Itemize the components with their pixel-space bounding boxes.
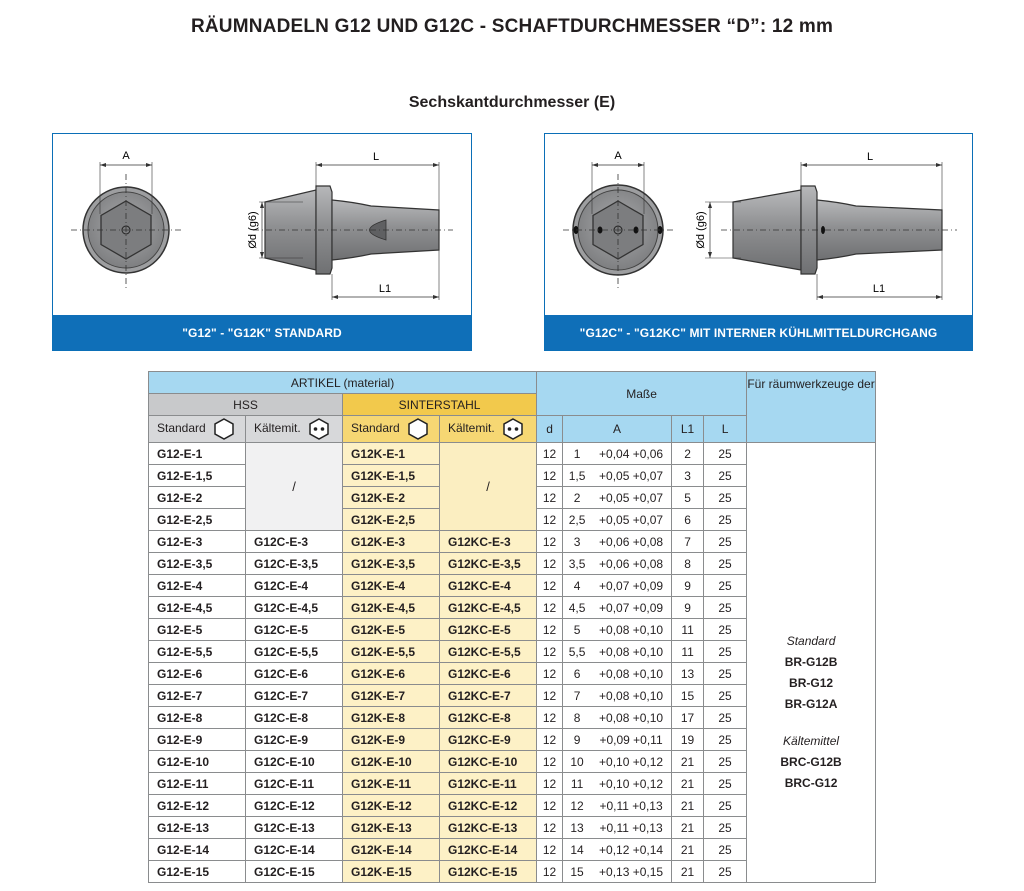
header-sint-kaelte — [440, 416, 537, 443]
cell-a-value: 5 — [573, 622, 581, 637]
cell-sint-standard: G12K-E-1 — [343, 443, 440, 465]
broach-drawing-standard — [53, 134, 473, 316]
cell-a — [563, 817, 672, 839]
cell-l1: 21 — [672, 795, 704, 817]
cell-a — [563, 729, 672, 751]
cell-hss-kaelte: G12C-E-12 — [246, 795, 343, 817]
cell-hss-kaelte: G12C-E-13 — [246, 817, 343, 839]
cell-l: 25 — [704, 443, 747, 465]
cell-a — [563, 839, 672, 861]
header-hss: HSS — [149, 394, 343, 416]
tool-name: BR-G12B — [784, 655, 838, 669]
cell-sint-kaelte: G12KC-E-10 — [440, 751, 537, 773]
cell-l: 25 — [704, 487, 747, 509]
header-masse: Maße — [537, 372, 747, 416]
cell-hss-kaelte: G12C-E-4 — [246, 575, 343, 597]
cell-l1: 19 — [672, 729, 704, 751]
cell-hss-kaelte: G12C-E-8 — [246, 707, 343, 729]
header-a: A — [563, 416, 672, 443]
cell-a-value: 2,5 — [568, 512, 586, 527]
cell-a-tolerance: +0,11 +0,13 — [599, 798, 663, 813]
cell-a-tolerance: +0,12 +0,14 — [599, 842, 664, 857]
cell-l: 25 — [704, 575, 747, 597]
cell-d: 12 — [537, 839, 563, 861]
cell-l1: 21 — [672, 839, 704, 861]
cell-a-value: 1,5 — [568, 468, 586, 483]
cell-hss-standard: G12-E-5 — [149, 619, 246, 641]
cell-d: 12 — [537, 707, 563, 729]
cell-a-tolerance: +0,11 +0,13 — [599, 820, 663, 835]
cell-a-value: 13 — [570, 820, 584, 835]
cell-hss-standard: G12-E-12 — [149, 795, 246, 817]
kaelte-label: Kältemit. — [448, 421, 495, 436]
cell-l: 25 — [704, 817, 747, 839]
cell-d: 12 — [537, 465, 563, 487]
dim-a-label: A — [614, 150, 622, 162]
header-sint-standard — [343, 416, 440, 443]
dim-l1-label: L1 — [378, 283, 392, 295]
cell-sint-standard: G12K-E-12 — [343, 795, 440, 817]
cell-l: 25 — [704, 795, 747, 817]
cell-hss-kaelte: G12C-E-3,5 — [246, 553, 343, 575]
cell-a-value: 1 — [573, 446, 581, 461]
cell-hss-standard: G12-E-6 — [149, 663, 246, 685]
cell-sint-kaelte: G12KC-E-7 — [440, 685, 537, 707]
tool-group-kaelte: Kältemittel — [783, 734, 840, 748]
cell-l: 25 — [704, 773, 747, 795]
cell-d: 12 — [537, 531, 563, 553]
cell-a — [563, 619, 672, 641]
cell-hss-kaelte: G12C-E-10 — [246, 751, 343, 773]
cell-d: 12 — [537, 751, 563, 773]
cell-a-value: 6 — [573, 666, 581, 681]
hexagon-icon — [213, 418, 235, 440]
cell-l: 25 — [704, 729, 747, 751]
cell-sint-kaelte: G12KC-E-4,5 — [440, 597, 537, 619]
header-fuer: Für räumwerkzeuge der — [747, 372, 876, 443]
cell-d: 12 — [537, 729, 563, 751]
standard-label: Standard — [157, 421, 206, 436]
cell-a — [563, 531, 672, 553]
header-sinterstahl: SINTERSTAHL — [343, 394, 537, 416]
cell-hss-standard: G12-E-7 — [149, 685, 246, 707]
cell-hss-standard: G12-E-4,5 — [149, 597, 246, 619]
cell-d: 12 — [537, 597, 563, 619]
cell-a-tolerance: +0,08 +0,10 — [599, 710, 664, 725]
cell-a-tolerance: +0,05 +0,07 — [599, 490, 664, 505]
cell-d: 12 — [537, 861, 563, 883]
cell-l1: 9 — [672, 575, 704, 597]
cell-a — [563, 707, 672, 729]
cell-l: 25 — [704, 619, 747, 641]
cell-sint-standard: G12K-E-14 — [343, 839, 440, 861]
cell-a — [563, 487, 672, 509]
cell-a-value: 9 — [573, 732, 581, 747]
tool-group-standard: Standard — [786, 634, 836, 648]
cell-sint-kaelte: G12KC-E-4 — [440, 575, 537, 597]
cell-sint-standard: G12K-E-4,5 — [343, 597, 440, 619]
cell-a-tolerance: +0,09 +0,11 — [599, 732, 663, 747]
cell-a-value: 12 — [570, 798, 584, 813]
cell-l1: 11 — [672, 641, 704, 663]
broach-table — [148, 371, 876, 883]
dim-l-label: L — [372, 151, 380, 163]
cell-a — [563, 663, 672, 685]
cell-a-value: 4 — [573, 578, 581, 593]
hexagon-coolant-icon — [502, 418, 524, 440]
cell-l: 25 — [704, 685, 747, 707]
cell-hss-standard: G12-E-5,5 — [149, 641, 246, 663]
cell-sint-kaelte: G12KC-E-6 — [440, 663, 537, 685]
cell-a-value: 7 — [573, 688, 581, 703]
cell-hss-kaelte: G12C-E-5,5 — [246, 641, 343, 663]
cell-l: 25 — [704, 839, 747, 861]
cell-sint-standard: G12K-E-13 — [343, 817, 440, 839]
cell-sint-standard: G12K-E-2 — [343, 487, 440, 509]
cell-sint-standard: G12K-E-5,5 — [343, 641, 440, 663]
cell-d: 12 — [537, 575, 563, 597]
cell-sint-kaelte: G12KC-E-14 — [440, 839, 537, 861]
cell-a-tolerance: +0,07 +0,09 — [599, 578, 664, 593]
cell-hss-standard: G12-E-8 — [149, 707, 246, 729]
cell-d: 12 — [537, 663, 563, 685]
cell-a-value: 8 — [573, 710, 581, 725]
page-subtitle: Sechskantdurchmesser (E) — [408, 94, 616, 111]
panel-caption-coolant: "G12C" - "G12KC" MIT INTERNER KÜHLMITTELDURCHGANG — [545, 315, 972, 350]
header-hss-standard — [149, 416, 246, 443]
header-hss-kaelte — [246, 416, 343, 443]
cell-l: 25 — [704, 553, 747, 575]
cell-hss-standard: G12-E-10 — [149, 751, 246, 773]
cell-l1: 21 — [672, 861, 704, 883]
cell-a-tolerance: +0,06 +0,08 — [599, 534, 664, 549]
tool-name: BRC-G12B — [780, 755, 842, 769]
hexagon-coolant-icon — [308, 418, 330, 440]
cell-sint-standard: G12K-E-2,5 — [343, 509, 440, 531]
diagram-panel-coolant — [544, 133, 973, 351]
cell-hss-kaelte: G12C-E-7 — [246, 685, 343, 707]
cell-a — [563, 641, 672, 663]
header-l1: L1 — [672, 416, 704, 443]
table-body — [149, 443, 876, 883]
cell-a-value: 4,5 — [568, 600, 586, 615]
cell-l1: 17 — [672, 707, 704, 729]
hexagon-icon — [407, 418, 429, 440]
cell-a — [563, 597, 672, 619]
cell-sint-standard: G12K-E-3,5 — [343, 553, 440, 575]
cell-hss-standard: G12-E-3,5 — [149, 553, 246, 575]
cell-a-value: 3,5 — [568, 556, 586, 571]
cell-sint-kaelte: G12KC-E-15 — [440, 861, 537, 883]
cell-hss-kaelte: G12C-E-14 — [246, 839, 343, 861]
cell-l1: 11 — [672, 619, 704, 641]
cell-a-tolerance: +0,08 +0,10 — [599, 644, 664, 659]
dim-l-label: L — [866, 151, 874, 163]
dim-d-label: Ød (g6) — [247, 211, 259, 249]
cell-hss-standard: G12-E-1,5 — [149, 465, 246, 487]
cell-a — [563, 861, 672, 883]
cell-hss-kaelte: G12C-E-6 — [246, 663, 343, 685]
cell-sint-kaelte: G12KC-E-3 — [440, 531, 537, 553]
cell-hss-standard: G12-E-3 — [149, 531, 246, 553]
cell-sint-kaelte: G12KC-E-5 — [440, 619, 537, 641]
cell-a-value: 14 — [570, 842, 584, 857]
cell-a — [563, 751, 672, 773]
kaelte-label: Kältemit. — [254, 421, 301, 436]
cell-a — [563, 465, 672, 487]
cell-l: 25 — [704, 707, 747, 729]
cell-hss-standard: G12-E-9 — [149, 729, 246, 751]
cell-hss-kaelte: G12C-E-15 — [246, 861, 343, 883]
cell-a-value: 11 — [570, 776, 584, 791]
cell-a-tolerance: +0,08 +0,10 — [599, 688, 664, 703]
cell-l: 25 — [704, 509, 747, 531]
cell-d: 12 — [537, 641, 563, 663]
cell-hss-kaelte: G12C-E-9 — [246, 729, 343, 751]
cell-a-tolerance: +0,08 +0,10 — [599, 622, 664, 637]
cell-a-tolerance: +0,10 +0,12 — [599, 776, 664, 791]
panel-caption-standard: "G12" - "G12K" STANDARD — [53, 315, 471, 350]
cell-hss-standard: G12-E-15 — [149, 861, 246, 883]
cell-sint-kaelte: G12KC-E-5,5 — [440, 641, 537, 663]
cell-sint-standard: G12K-E-6 — [343, 663, 440, 685]
cell-l: 25 — [704, 861, 747, 883]
cell-hss-standard: G12-E-2,5 — [149, 509, 246, 531]
cell-l1: 7 — [672, 531, 704, 553]
cell-hss-standard: G12-E-1 — [149, 443, 246, 465]
dim-l1-label: L1 — [872, 283, 886, 295]
cell-l: 25 — [704, 641, 747, 663]
cell-l: 25 — [704, 751, 747, 773]
cell-hss-kaelte: G12C-E-4,5 — [246, 597, 343, 619]
cell-sint-standard: G12K-E-11 — [343, 773, 440, 795]
cell-d: 12 — [537, 619, 563, 641]
cell-l1: 6 — [672, 509, 704, 531]
cell-l: 25 — [704, 597, 747, 619]
cell-a-tolerance: +0,10 +0,12 — [599, 754, 664, 769]
cell-hss-standard: G12-E-2 — [149, 487, 246, 509]
standard-label: Standard — [351, 421, 400, 436]
cell-l1: 5 — [672, 487, 704, 509]
cell-hss-kaelte-empty: / — [246, 443, 343, 531]
cell-l1: 15 — [672, 685, 704, 707]
cell-a-value: 10 — [570, 754, 584, 769]
cell-a — [563, 773, 672, 795]
page-title: RÄUMNADELN G12 UND G12C - SCHAFTDURCHMESSER “D”: 12 mm — [190, 16, 834, 37]
cell-a — [563, 685, 672, 707]
cell-sint-standard: G12K-E-8 — [343, 707, 440, 729]
cell-sint-kaelte-empty: / — [440, 443, 537, 531]
cell-a-tolerance: +0,13 +0,15 — [599, 864, 664, 879]
header-l: L — [704, 416, 747, 443]
cell-a — [563, 443, 672, 465]
cell-l1: 3 — [672, 465, 704, 487]
cell-l1: 9 — [672, 597, 704, 619]
cell-sint-standard: G12K-E-7 — [343, 685, 440, 707]
cell-d: 12 — [537, 443, 563, 465]
cell-a — [563, 575, 672, 597]
tool-name: BR-G12 — [789, 676, 834, 690]
cell-d: 12 — [537, 795, 563, 817]
cell-l1: 21 — [672, 751, 704, 773]
cell-d: 12 — [537, 509, 563, 531]
cell-a-tolerance: +0,07 +0,09 — [599, 600, 664, 615]
cell-hss-standard: G12-E-14 — [149, 839, 246, 861]
cell-hss-kaelte: G12C-E-3 — [246, 531, 343, 553]
cell-a-tolerance: +0,08 +0,10 — [599, 666, 664, 681]
cell-hss-kaelte: G12C-E-11 — [246, 773, 343, 795]
cell-sint-standard: G12K-E-9 — [343, 729, 440, 751]
cell-a-value: 3 — [573, 534, 581, 549]
tool-name: BRC-G12 — [784, 776, 838, 790]
cell-hss-standard: G12-E-11 — [149, 773, 246, 795]
table-row — [149, 443, 876, 465]
cell-a-value: 5,5 — [568, 644, 586, 659]
cell-l1: 13 — [672, 663, 704, 685]
cell-sint-standard: G12K-E-3 — [343, 531, 440, 553]
cell-l1: 2 — [672, 443, 704, 465]
cell-d: 12 — [537, 817, 563, 839]
cell-a — [563, 795, 672, 817]
cell-a-tolerance: +0,06 +0,08 — [599, 556, 664, 571]
cell-a — [563, 509, 672, 531]
cell-sint-standard: G12K-E-4 — [343, 575, 440, 597]
cell-l: 25 — [704, 531, 747, 553]
dim-d-label: Ød (g6) — [695, 211, 707, 249]
cell-sint-kaelte: G12KC-E-11 — [440, 773, 537, 795]
diagram-panel-standard — [52, 133, 472, 351]
cell-sint-kaelte: G12KC-E-13 — [440, 817, 537, 839]
tool-name: BR-G12A — [784, 697, 838, 711]
cell-sint-kaelte: G12KC-E-3,5 — [440, 553, 537, 575]
cell-hss-kaelte: G12C-E-5 — [246, 619, 343, 641]
cell-l: 25 — [704, 663, 747, 685]
cell-hss-standard: G12-E-13 — [149, 817, 246, 839]
cell-a-value: 2 — [573, 490, 581, 505]
cell-a-tolerance: +0,04 +0,06 — [599, 446, 664, 461]
header-artikel: ARTIKEL (material) — [149, 372, 537, 394]
cell-hss-standard: G12-E-4 — [149, 575, 246, 597]
cell-d: 12 — [537, 487, 563, 509]
cell-sint-kaelte: G12KC-E-12 — [440, 795, 537, 817]
cell-a-value: 15 — [570, 864, 584, 879]
dim-a-label: A — [122, 150, 130, 162]
broach-drawing-coolant — [545, 134, 974, 316]
cell-sint-standard: G12K-E-5 — [343, 619, 440, 641]
cell-a-tolerance: +0,05 +0,07 — [599, 468, 664, 483]
cell-l: 25 — [704, 465, 747, 487]
cell-sint-standard: G12K-E-10 — [343, 751, 440, 773]
cell-sint-standard: G12K-E-15 — [343, 861, 440, 883]
cell-l1: 21 — [672, 773, 704, 795]
header-d: d — [537, 416, 563, 443]
tool-list-cell — [747, 443, 876, 883]
cell-sint-kaelte: G12KC-E-9 — [440, 729, 537, 751]
cell-l1: 21 — [672, 817, 704, 839]
cell-sint-kaelte: G12KC-E-8 — [440, 707, 537, 729]
cell-sint-standard: G12K-E-1,5 — [343, 465, 440, 487]
cell-d: 12 — [537, 773, 563, 795]
cell-d: 12 — [537, 553, 563, 575]
cell-d: 12 — [537, 685, 563, 707]
cell-a — [563, 553, 672, 575]
cell-a-tolerance: +0,05 +0,07 — [599, 512, 664, 527]
cell-l1: 8 — [672, 553, 704, 575]
